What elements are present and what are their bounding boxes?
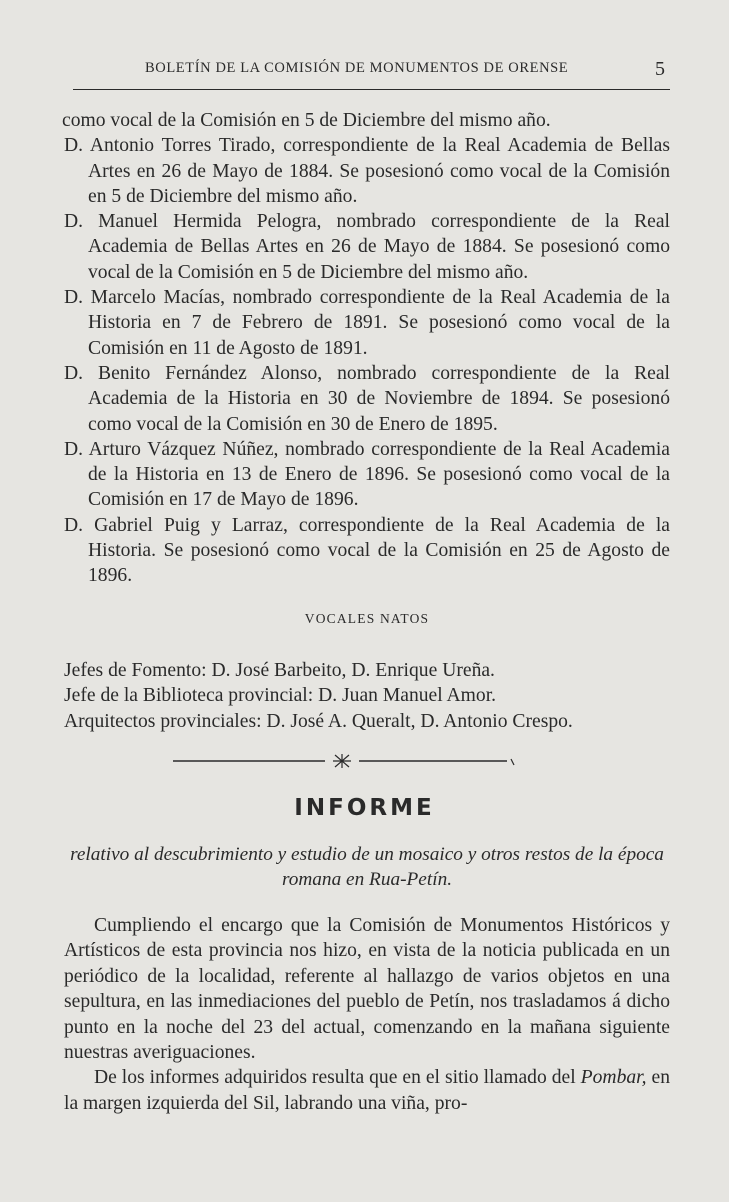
informe-paragraph [64,1065,670,1116]
continuation-line: como vocal de la Comisión en 5 de Diciembre del mismo año. [62,110,551,131]
vocal-nato-line: Arquitectos provinciales: D. José A. Queralt, D. Antonio Crespo. [64,710,573,732]
informe-subtitle: relativo al descubrimiento y estudio de un mosaico y otros restos de la época romana en Rua-Petín. [70,844,664,890]
paragraph-start: De los informes adquiridos resulta que en el sitio llamado del [94,1067,576,1089]
member-entry: D. Marcelo Macías, nombrado correspondiente de la Real Academia de la Historia en 7 de Febrero de 1891. Se posesionó como vocal de la Comisión en 11 de Agosto de 1891. [64,287,670,359]
informe-body [64,913,670,1116]
member-entry: D. Gabriel Puig y Larraz, correspondiente de la Real Academia de la Historia. Se posesionó como vocal de la Comisión en 25 de Agosto de 1896. [64,514,670,587]
member-entry: D. Manuel Hermida Pelogra, nombrado correspondiente de la Real Academia de Bellas Artes en 26 de Mayo de 1884. Se posesionó como vocal de la Comisión en 5 de Diciembre del mismo año. [64,211,670,283]
vocal-nato-line: Jefes de Fomento: D. José Barbeito, D. Enrique Ureña. [64,659,495,681]
member-entry: D. Antonio Torres Tirado, correspondiente de la Real Academia de Bellas Artes en 26 de Mayo de 1884. Se posesionó como vocal de la Comisión en 5 de Diciembre del mismo año. [64,135,670,207]
vocal-nato-line: Jefe de la Biblioteca provincial: D. Juan Manuel Amor. [64,685,497,707]
running-header [0,60,729,84]
running-title: BOLETÍN DE LA COMISIÓN DE MONUMENTOS DE ORENSE [145,60,569,76]
place-name: Pombar, [580,1067,647,1089]
vocales-natos-heading: VOCALES NATOS [304,610,430,626]
informe-paragraph: Cumpliendo el encargo que la Comisión de Monumentos Históricos y Artísticos de esta provincia nos hizo, en vista de la noticia publicada en un periódico de la localidad, referente al hallazgo de varios objetos en una sepultura, en las inmediaciones del pueblo de Petín, nos trasladamos á dicho punto en la noche del 23 del actual, comenzando en la mañana siguiente nuestras averiguaciones. [64,915,670,1064]
member-entry: D. Arturo Vázquez Núñez, nombrado correspondiente de la Real Academia de la Historia en 13 de Enero de 1896. Se posesionó como vocal de la Comisión en 17 de Mayo de 1896. [64,438,670,511]
header-rule [73,89,670,90]
member-entry: D. Benito Fernández Alonso, nombrado correspondiente de la Real Academia de la Historia en 30 de Noviembre de 1894. Se posesionó como vocal de la Comisión en 30 de Enero de 1895. [64,362,670,435]
paragraph-end: en la margen izquierda del Sil, labrando una viña, pro- [64,1067,670,1114]
page-number: 5 [655,58,665,80]
members-section [64,108,670,734]
vocales-natos-list [64,658,670,734]
informe-title: INFORME [294,795,435,821]
ornament-divider [167,753,517,769]
